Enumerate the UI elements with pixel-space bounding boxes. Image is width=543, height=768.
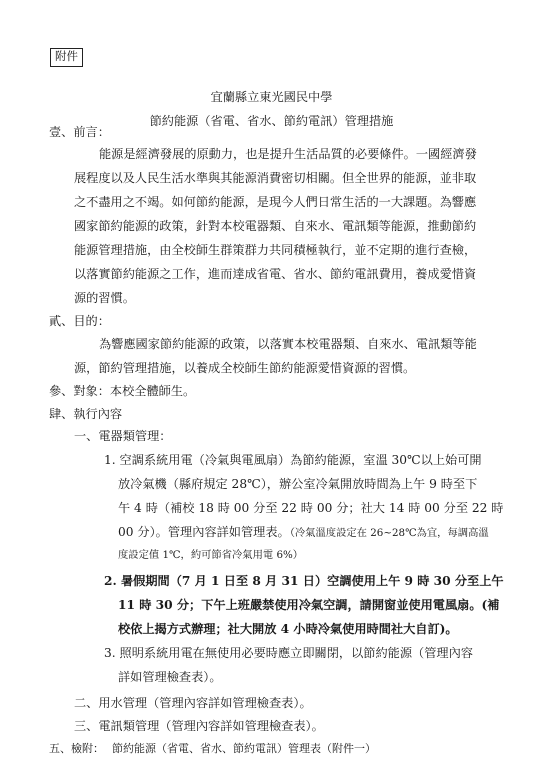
preface-line: 源的習慣。 <box>74 291 135 305</box>
preface-line: 之不盡用之不竭。如何節約能源，是現今人們日常生活的一大課題。為響應 <box>74 195 477 209</box>
section-heading-target: 參、對象：本校全體師生。 <box>49 384 196 398</box>
subsection-water: 二、用水管理（管理內容詳如管理檢查表）。 <box>74 696 312 710</box>
item-2-line: 2. 暑假期間（7 月 1 日至 8 月 31 日）空調使用上午 9 時 30 分至上午 <box>104 574 504 588</box>
item-2-line: 11 時 30 分；下午上班嚴禁使用冷氣空調，請開窗並使用電風扇。(補 <box>118 598 500 612</box>
item-3-line: 3. 照明系統用電在無使用必要時應立即關閉，以節約能源（管理內容 <box>104 646 473 660</box>
subsection-electrical: 一、電器類管理： <box>74 429 172 443</box>
item-1-note: （冷氣溫度設定在 26~28℃為宜，每調高溫 <box>289 527 489 539</box>
item-1-line: 1. 空調系統用電（冷氣與電風扇）為節約能源，室溫 30℃以上始可開 <box>104 453 482 467</box>
preface-line: 能源是經濟發展的原動力，也是提升生活品質的必要條件。一國經濟發 <box>99 147 477 161</box>
preface-line: 以落實節約能源之工作，進而達成省電、省水、節約電訊費用，養成愛惜資 <box>74 267 477 281</box>
attachments-line: 節約能源（省電、省水、節約電訊）管理表（附件一） <box>112 742 376 755</box>
preface-line: 國家節約能源的政策，針對本校電器類、自來水、電訊類等能源，推動節約 <box>74 219 477 233</box>
item-2-line: 校依上揭方式辦理；社大開放 4 小時冷氣使用時間社大自訂)。 <box>118 622 458 636</box>
document-title: 節約能源（省電、省水、節約電訊）管理措施 <box>149 114 394 128</box>
section-heading-attachments: 五、檢附： <box>49 742 104 755</box>
preface-line: 展程度以及人民生活水準與其能源消費密切相關。但全世界的能源，並非取 <box>74 171 477 185</box>
preface-line: 能源管理措施，由全校師生群策群力共同積極執行，並不定期的進行查檢， <box>74 243 477 257</box>
section-heading-preface: 壹、前言： <box>49 125 110 139</box>
subsection-telecom: 三、電訊類管理（管理內容詳如管理檢查表）。 <box>74 719 324 733</box>
purpose-line: 為響應國家節約能源的政策，以落實本校電器類、自來水、電訊類等能 <box>99 337 477 351</box>
section-heading-execution: 肆、執行內容 <box>49 407 123 421</box>
section-heading-purpose: 貳、目的： <box>49 314 110 328</box>
item-1-line-text: 00 分）。管理內容詳如管理表。 <box>118 525 290 539</box>
item-3-line: 詳如管理檢查表）。 <box>118 670 222 684</box>
attachment-tag: 附件 <box>50 48 83 67</box>
item-1-line: 放冷氣機（縣府規定 28℃），辦公室冷氣開放時間為上午 9 時至下 <box>118 477 478 491</box>
item-1-note: 度設定值 1℃，約可節省冷氣用電 6%） <box>118 549 304 561</box>
item-1-line: 午 4 時（補校 18 時 00 分至 22 時 00 分；社大 14 時 00 分至 22 時 <box>118 501 504 515</box>
school-title: 宜蘭縣立東光國民中學 <box>210 90 333 104</box>
purpose-line: 源，節約管理措施，以養成全校師生節約能源愛惜資源的習慣。 <box>74 361 416 375</box>
item-1-line <box>118 526 489 538</box>
